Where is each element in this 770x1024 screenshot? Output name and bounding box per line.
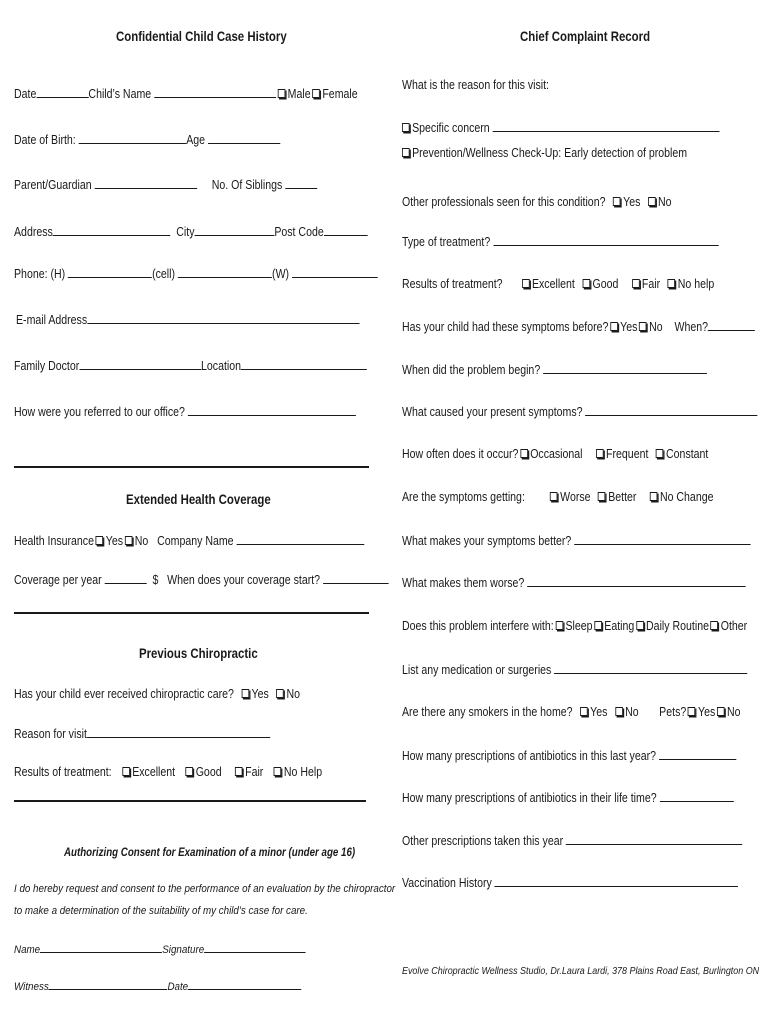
smokers-question: Are there any smokers in the home?: [402, 705, 573, 719]
male-checkbox[interactable]: [278, 89, 286, 98]
pets-label: Pets?: [659, 705, 687, 719]
worse-checkbox[interactable]: [550, 492, 558, 501]
antibiotics-year-field[interactable]: [659, 748, 736, 760]
city-label: City: [176, 225, 195, 239]
antibiotics-life-question: How many prescriptions of antibiotics in their life time?: [402, 791, 657, 805]
prevention-row: [402, 146, 687, 160]
makes-better-field[interactable]: [574, 533, 750, 545]
nochange-label: No Change: [659, 490, 714, 504]
other-prescriptions-question: Other prescriptions taken this year: [402, 834, 564, 848]
phone-row: [14, 266, 378, 281]
reason-row: [14, 726, 270, 741]
doctor-field[interactable]: [79, 358, 201, 370]
coverage-start-field[interactable]: [323, 572, 389, 584]
postcode-label: Post Code: [274, 225, 324, 239]
no-label: No: [134, 534, 149, 548]
date-label: Date: [167, 981, 189, 993]
yes-label: Yes: [623, 195, 641, 209]
consent-line-2: to make a determination of the suitability of my child’s case for care.: [14, 905, 308, 917]
vaccination-row: [402, 875, 738, 890]
often-row: [402, 447, 708, 461]
date-label: Date: [14, 87, 37, 101]
other-prescriptions-field[interactable]: [566, 833, 742, 845]
name-field[interactable]: [40, 941, 162, 953]
other-prof-no-checkbox[interactable]: [648, 197, 656, 206]
received-label: Has your child ever received chiropractic care?: [14, 687, 234, 701]
prev-results-row: [14, 765, 322, 779]
chief-complaint-title: Chief Complaint Record: [520, 29, 651, 44]
parent-label: Parent/Guardian: [14, 178, 92, 192]
excellent-checkbox[interactable]: [522, 279, 530, 288]
signature-label: Signature: [162, 944, 205, 956]
email-label: E-mail Address: [16, 313, 88, 327]
makes-worse-field[interactable]: [527, 575, 745, 587]
symptoms-before-question: Has your child had these symptoms before?: [402, 320, 609, 334]
section-divider: [14, 612, 369, 614]
caused-row: [402, 404, 758, 419]
occasional-checkbox[interactable]: [520, 449, 528, 458]
symptoms-yes-checkbox[interactable]: [610, 322, 618, 331]
fair-checkbox[interactable]: [235, 767, 243, 776]
pets-yes-checkbox[interactable]: [688, 707, 696, 716]
doctor-row: [14, 358, 367, 373]
coverage-field[interactable]: [105, 572, 147, 584]
dob-field[interactable]: [79, 132, 187, 144]
referred-row: [14, 404, 356, 419]
nohelp-label: No help: [677, 277, 715, 291]
phone-h-label: Phone: (H): [14, 267, 66, 281]
symptoms-no-checkbox[interactable]: [639, 322, 647, 331]
no-label: No: [649, 320, 663, 334]
makes-better-row: [402, 533, 751, 548]
medication-field[interactable]: [554, 662, 747, 674]
dollar-sign: $: [152, 573, 159, 587]
routine-label: Daily Routine: [646, 619, 709, 633]
good-checkbox[interactable]: [186, 767, 194, 776]
caused-field[interactable]: [585, 404, 757, 416]
excellent-label: Excellent: [132, 765, 176, 779]
name-label: Name: [14, 944, 41, 956]
phone-h-field[interactable]: [68, 266, 152, 278]
female-label: Female: [322, 87, 358, 101]
fair-label: Fair: [641, 277, 661, 291]
other-prof-yes-checkbox[interactable]: [613, 197, 621, 206]
dob-label: Date of Birth:: [14, 133, 76, 147]
witness-field[interactable]: [49, 978, 168, 990]
w-field[interactable]: [292, 266, 378, 278]
routine-checkbox[interactable]: [636, 621, 644, 630]
siblings-label: No. Of Siblings: [211, 178, 283, 192]
pets-no-checkbox[interactable]: [717, 707, 725, 716]
reason-question: What is the reason for this visit:: [402, 78, 549, 92]
received-no-checkbox[interactable]: [276, 689, 284, 698]
other-prescriptions-row: [402, 833, 742, 848]
name-signature-row: [14, 941, 306, 956]
antibiotics-year-question: How many prescriptions of antibiotics in this last year?: [402, 749, 657, 763]
other-label: Other: [720, 619, 748, 633]
sleep-label: Sleep: [565, 619, 593, 633]
consent-title: Authorizing Consent for Examination of a minor (under age 16): [64, 846, 356, 859]
doctor-label: Family Doctor: [14, 359, 80, 373]
date-field[interactable]: [188, 978, 302, 990]
smokers-no-checkbox[interactable]: [615, 707, 623, 716]
excellent-checkbox[interactable]: [122, 767, 130, 776]
getting-row: [402, 490, 713, 504]
interfere-row: [402, 619, 747, 633]
when-field[interactable]: [708, 319, 755, 331]
address-field[interactable]: [53, 224, 171, 236]
no-label: No: [658, 195, 672, 209]
reason-label: Reason for visit: [14, 727, 87, 741]
email-field[interactable]: [87, 312, 359, 324]
eating-checkbox[interactable]: [594, 621, 602, 630]
parent-row: [14, 177, 317, 192]
fair-label: Fair: [245, 765, 264, 779]
childs-name-label: Child’s Name: [88, 87, 152, 101]
frequent-checkbox[interactable]: [596, 449, 604, 458]
nochange-checkbox[interactable]: [650, 492, 658, 501]
constant-checkbox[interactable]: [656, 449, 664, 458]
specific-label: Specific concern: [412, 121, 490, 135]
w-label: (W): [272, 267, 290, 281]
witness-label: Witness: [14, 981, 49, 993]
good-label: Good: [195, 765, 222, 779]
health-insurance-label: Health Insurance: [14, 534, 94, 548]
received-yes-checkbox[interactable]: [241, 689, 249, 698]
yes-label: Yes: [590, 705, 608, 719]
email-row: [16, 312, 359, 327]
nohelp-checkbox[interactable]: [668, 279, 676, 288]
company-field[interactable]: [236, 533, 364, 545]
type-question: Type of treatment?: [402, 235, 491, 249]
type-treatment-row: [402, 234, 718, 249]
begin-question: When did the problem begin?: [402, 363, 541, 377]
often-question: How often does it occur?: [402, 447, 519, 461]
yes-label: Yes: [620, 320, 638, 334]
prev-chiro-title: Previous Chiropractic: [139, 646, 258, 661]
better-label: Better: [608, 490, 637, 504]
yes-label: Yes: [698, 705, 716, 719]
nohelp-label: No Help: [283, 765, 323, 779]
signature-field[interactable]: [204, 941, 305, 953]
other-checkbox[interactable]: [711, 621, 719, 630]
frequent-label: Frequent: [606, 447, 649, 461]
section-divider: [14, 800, 366, 802]
postcode-field[interactable]: [324, 224, 368, 236]
smokers-yes-checkbox[interactable]: [580, 707, 588, 716]
cell-field[interactable]: [178, 266, 272, 278]
results-label: Results of treatment:: [14, 765, 112, 779]
prevention-checkbox[interactable]: [402, 148, 410, 157]
makes-worse-question: What makes them worse?: [402, 576, 525, 590]
age-label: Age: [186, 133, 206, 147]
medication-row: [402, 662, 747, 677]
female-checkbox[interactable]: [312, 89, 320, 98]
fair-checkbox[interactable]: [632, 279, 640, 288]
health-no-checkbox[interactable]: [125, 536, 133, 545]
company-label: Company Name: [157, 534, 234, 548]
yes-label: Yes: [251, 687, 269, 701]
no-label: No: [727, 705, 741, 719]
address-row: [14, 224, 367, 239]
location-field[interactable]: [241, 358, 367, 370]
better-checkbox[interactable]: [598, 492, 606, 501]
makes-better-question: What makes your symptoms better?: [402, 534, 572, 548]
parent-field[interactable]: [95, 177, 197, 189]
vaccination-question: Vaccination History: [402, 876, 492, 890]
sleep-checkbox[interactable]: [555, 621, 563, 630]
ehc-title: Extended Health Coverage: [126, 492, 271, 507]
received-row: [14, 687, 300, 701]
begin-field[interactable]: [543, 362, 707, 374]
childs-name-field[interactable]: [154, 86, 276, 98]
constant-label: Constant: [666, 447, 709, 461]
worse-label: Worse: [560, 490, 591, 504]
interfere-question: Does this problem interfere with:: [402, 619, 554, 633]
symptoms-before-row: [402, 319, 755, 334]
consent-line-1: I do hereby request and consent to the performance of an evaluation by the chiropractor: [14, 883, 396, 895]
begin-row: [402, 362, 707, 377]
makes-worse-row: [402, 575, 746, 590]
case-history-title: Confidential Child Case History: [116, 29, 287, 44]
footer-address: Evolve Chiropractic Wellness Studio, Dr.Laura Lardi, 378 Plains Road East, Burlington ON: [402, 966, 760, 977]
specific-checkbox[interactable]: [402, 123, 410, 132]
results-question: Results of treatment?: [402, 277, 503, 291]
siblings-field[interactable]: [285, 177, 317, 189]
referred-label: How were you referred to our office?: [14, 405, 185, 419]
reason-field[interactable]: [87, 726, 270, 738]
no-label: No: [286, 687, 300, 701]
excellent-label: Excellent: [531, 277, 575, 291]
antibiotics-life-row: [402, 790, 733, 805]
witness-date-row: [14, 978, 302, 993]
antibiotics-year-row: [402, 748, 736, 763]
vaccination-field[interactable]: [495, 875, 739, 887]
results-row: [402, 277, 714, 291]
referred-field[interactable]: [188, 404, 356, 416]
no-label: No: [625, 705, 639, 719]
occasional-label: Occasional: [530, 447, 583, 461]
specific-field[interactable]: [493, 120, 720, 132]
good-label: Good: [592, 277, 619, 291]
caused-question: What caused your present symptoms?: [402, 405, 583, 419]
smokers-row: [402, 705, 741, 719]
other-prof-row: [402, 195, 672, 209]
cell-label: (cell): [152, 267, 176, 281]
city-field[interactable]: [195, 224, 275, 236]
medication-question: List any medication or surgeries: [402, 663, 552, 677]
yes-label: Yes: [105, 534, 124, 548]
coverage-label: Coverage per year: [14, 573, 102, 587]
child-info-row: [14, 86, 358, 101]
male-label: Male: [287, 87, 311, 101]
date-field[interactable]: [36, 86, 88, 98]
address-label: Address: [14, 225, 53, 239]
health-insurance-row: [14, 533, 364, 548]
age-field[interactable]: [208, 132, 280, 144]
good-checkbox[interactable]: [582, 279, 590, 288]
dob-row: [14, 132, 280, 147]
other-prof-question: Other professionals seen for this condition?: [402, 195, 606, 209]
eating-label: Eating: [604, 619, 635, 633]
coverage-start-label: When does your coverage start?: [167, 573, 321, 587]
getting-question: Are the symptoms getting:: [402, 490, 525, 504]
when-label: When?: [674, 320, 708, 334]
section-divider: [14, 466, 369, 468]
nohelp-checkbox[interactable]: [274, 767, 282, 776]
specific-concern-row: [402, 120, 719, 135]
health-yes-checkbox[interactable]: [96, 536, 104, 545]
location-label: Location: [201, 359, 242, 373]
prevention-label: Prevention/Wellness Check-Up: Early detection of problem: [412, 146, 688, 160]
coverage-row: [14, 572, 389, 587]
antibiotics-life-field[interactable]: [660, 790, 734, 802]
type-field[interactable]: [493, 234, 718, 246]
